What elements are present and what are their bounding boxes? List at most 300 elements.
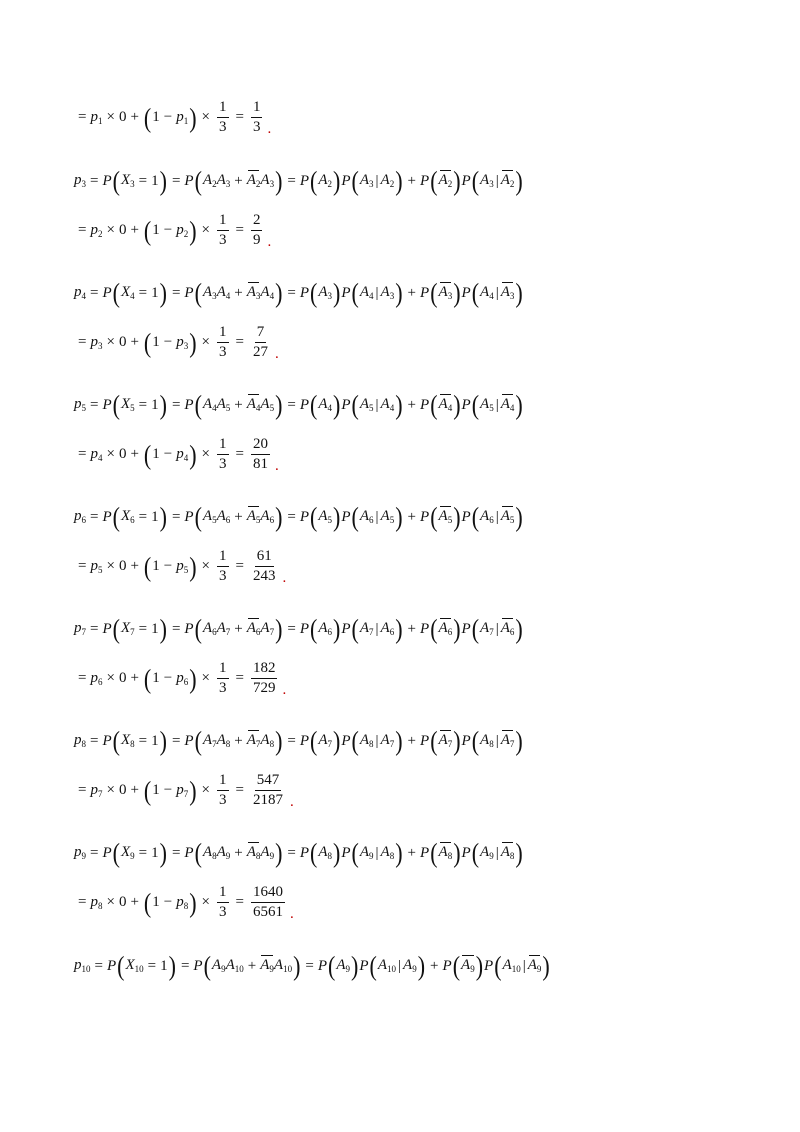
operator: × <box>201 558 210 574</box>
math-text: P <box>102 844 112 861</box>
symbol <box>381 845 395 861</box>
fraction-denominator: 243 <box>252 568 276 584</box>
symbol <box>480 621 494 637</box>
math-text: 1 <box>152 222 160 238</box>
conditional-bar: | <box>375 172 379 189</box>
operator: = <box>171 284 181 301</box>
math-text: P <box>184 508 194 525</box>
fraction-denominator: 3 <box>252 119 261 135</box>
definition-line <box>74 836 524 868</box>
symbol <box>74 285 86 301</box>
fraction-numerator: 20 <box>251 437 270 455</box>
symbol-letter: A <box>216 284 226 300</box>
symbol-subscript: 9 <box>269 851 275 861</box>
math-text: 0 <box>118 446 127 462</box>
symbol-letter: A <box>480 620 490 636</box>
parenthesis: ( <box>143 774 152 806</box>
symbol-subscript: 10 <box>234 964 244 974</box>
parenthesis: ) <box>515 500 523 532</box>
parenthesis: ( <box>112 612 120 644</box>
symbol-subscript: 3 <box>81 179 86 189</box>
math-text: P <box>106 957 117 974</box>
symbol-subscript: 6 <box>97 676 103 687</box>
parenthesis: ( <box>143 326 152 358</box>
parenthesis: ( <box>194 500 202 532</box>
parenthesis: ( <box>310 500 318 532</box>
symbol-letter: p <box>176 445 184 462</box>
operator: − <box>163 109 173 125</box>
barred-symbol <box>247 733 261 749</box>
operator: = <box>235 782 244 798</box>
parenthesis: ( <box>143 101 152 133</box>
math-text: P <box>184 172 194 189</box>
operator: = <box>138 732 148 749</box>
math-text: P <box>420 172 430 189</box>
barred-symbol <box>461 958 475 974</box>
barred-symbol <box>501 173 515 189</box>
parenthesis: ) <box>395 276 403 308</box>
symbol-letter: A <box>359 172 370 188</box>
symbol-subscript: 5 <box>183 564 189 575</box>
symbol <box>217 733 231 749</box>
symbol-letter: A <box>211 957 222 973</box>
operator: × <box>106 109 115 125</box>
symbol-subscript: 7 <box>183 788 189 799</box>
fraction-numerator: 1 <box>217 213 229 231</box>
symbol-subscript: 9 <box>489 851 494 861</box>
symbol-letter: A <box>336 957 346 973</box>
symbol-letter: A <box>461 957 471 973</box>
symbol-letter: A <box>403 957 413 973</box>
symbol-letter: A <box>318 172 328 188</box>
symbol <box>203 733 217 749</box>
symbol-subscript: 3 <box>183 340 189 351</box>
symbol-letter: A <box>500 284 510 300</box>
symbol-letter: A <box>380 172 390 188</box>
symbol <box>203 285 217 301</box>
symbol-subscript: 7 <box>509 739 515 749</box>
parenthesis: ) <box>159 836 167 868</box>
math-text: P <box>461 508 471 525</box>
symbol <box>176 335 188 351</box>
symbol-subscript: 9 <box>221 964 226 974</box>
conditional-bar: | <box>375 396 379 413</box>
result-line <box>74 885 294 920</box>
symbol-letter: A <box>502 957 512 973</box>
symbol-letter: A <box>318 732 328 748</box>
operator: + <box>234 284 243 301</box>
symbol-letter: p <box>176 893 184 910</box>
parenthesis: ) <box>395 836 403 868</box>
symbol-letter: A <box>216 844 226 860</box>
parenthesis: ) <box>159 500 167 532</box>
fraction-one-third <box>217 773 229 808</box>
conditional-bar: | <box>398 957 402 974</box>
symbol-letter: A <box>380 396 390 412</box>
math-text: P <box>420 844 430 861</box>
operator: = <box>78 670 87 686</box>
operator: = <box>305 957 314 974</box>
result-line <box>74 549 286 584</box>
parenthesis: ( <box>143 550 152 582</box>
answer-fraction <box>251 885 285 920</box>
symbol <box>381 621 395 637</box>
operator: = <box>287 732 296 749</box>
parenthesis: ( <box>112 836 120 868</box>
symbol <box>217 621 231 637</box>
period: . <box>274 458 279 474</box>
parenthesis: ( <box>471 612 480 644</box>
symbol-subscript: 5 <box>225 403 231 413</box>
symbol-subscript: 5 <box>509 515 515 525</box>
symbol <box>74 958 91 974</box>
symbol-subscript: 4 <box>369 291 374 301</box>
math-text: P <box>193 957 203 974</box>
barred-symbol <box>501 285 515 301</box>
operator: = <box>235 334 244 350</box>
barred-symbol <box>501 397 515 413</box>
fraction-denominator: 3 <box>219 568 227 584</box>
parenthesis: ( <box>310 388 318 420</box>
symbol-subscript: 4 <box>509 403 515 413</box>
symbol <box>360 845 374 861</box>
parenthesis: ( <box>194 388 202 420</box>
operator: = <box>78 558 87 574</box>
operator: = <box>287 396 296 413</box>
symbol-subscript: 4 <box>447 403 453 413</box>
parenthesis: ( <box>194 836 202 868</box>
symbol-letter: A <box>438 844 448 860</box>
symbol-letter: p <box>74 508 82 524</box>
definition-line <box>74 724 524 756</box>
math-text: P <box>341 508 351 525</box>
symbol-letter: A <box>438 508 448 524</box>
parenthesis: ( <box>351 164 359 196</box>
symbol-subscript: 4 <box>389 403 395 413</box>
parenthesis: ( <box>328 949 336 981</box>
symbol <box>74 621 86 637</box>
symbol-subscript: 5 <box>81 403 86 413</box>
symbol-subscript: 4 <box>81 291 86 301</box>
symbol <box>336 958 350 974</box>
symbol-letter: A <box>273 957 284 973</box>
symbol-subscript: 2 <box>447 179 453 189</box>
barred-symbol <box>439 173 453 189</box>
operator: = <box>90 172 99 189</box>
symbol <box>121 621 135 637</box>
operator: + <box>130 782 139 798</box>
operator: = <box>138 508 148 525</box>
symbol <box>360 397 374 413</box>
symbol <box>381 397 395 413</box>
operator: = <box>171 172 181 189</box>
symbol-letter: A <box>359 284 370 300</box>
symbol-subscript: 8 <box>81 739 86 749</box>
symbol-letter: A <box>225 957 235 973</box>
parenthesis: ( <box>351 836 359 868</box>
parenthesis: ) <box>515 164 523 196</box>
math-text: P <box>341 396 351 413</box>
math-text: P <box>341 620 351 637</box>
operator: = <box>171 620 181 637</box>
symbol-subscript: 4 <box>212 403 217 413</box>
barred-symbol <box>247 173 261 189</box>
math-text: 0 <box>118 334 127 350</box>
symbol-letter: A <box>380 620 390 636</box>
symbol-subscript: 5 <box>212 515 217 525</box>
conditional-bar: | <box>495 732 499 749</box>
symbol <box>318 733 332 749</box>
symbol-subscript: 8 <box>369 739 374 749</box>
symbol <box>121 285 135 301</box>
barred-symbol <box>439 509 453 525</box>
symbol-letter: X <box>120 284 131 300</box>
math-text: 1 <box>152 894 160 910</box>
operator: + <box>130 670 139 686</box>
symbol <box>217 845 231 861</box>
parenthesis: ( <box>194 276 202 308</box>
symbol-subscript: 6 <box>369 515 374 525</box>
symbol <box>381 733 395 749</box>
symbol <box>176 671 188 687</box>
operator: = <box>90 284 99 301</box>
symbol-letter: A <box>202 732 213 748</box>
symbol-subscript: 3 <box>255 291 261 301</box>
symbol-subscript: 9 <box>369 851 374 861</box>
parenthesis: ( <box>430 164 438 196</box>
fraction-denominator: 3 <box>219 344 227 360</box>
barred-symbol <box>439 845 453 861</box>
symbol-subscript: 4 <box>225 291 231 301</box>
symbol-subscript: 10 <box>387 964 397 974</box>
parenthesis: ( <box>143 438 152 470</box>
parenthesis: ( <box>112 724 120 756</box>
operator: = <box>171 844 181 861</box>
symbol-letter: A <box>380 284 390 300</box>
parenthesis: ( <box>112 500 120 532</box>
result-line <box>74 661 286 696</box>
parenthesis: ) <box>189 101 197 133</box>
operator: = <box>235 109 244 125</box>
symbol-letter: A <box>318 396 328 412</box>
symbol-subscript: 10 <box>134 964 144 974</box>
symbol-subscript: 8 <box>489 739 494 749</box>
symbol-subscript: 2 <box>327 179 333 189</box>
symbol-letter: A <box>438 396 448 412</box>
operator: = <box>138 284 148 301</box>
symbol-letter: A <box>527 957 537 973</box>
math-text: P <box>420 620 430 637</box>
math-text: 1 <box>151 844 159 861</box>
fraction-denominator: 3 <box>219 792 227 808</box>
symbol-letter: A <box>260 396 270 412</box>
fraction-numerator: 1 <box>217 661 229 679</box>
operator: × <box>201 109 210 125</box>
math-text: P <box>102 284 112 301</box>
symbol-subscript: 2 <box>212 179 217 189</box>
math-text: P <box>299 620 310 637</box>
math-text: 1 <box>151 172 159 189</box>
symbol <box>74 733 86 749</box>
symbol-letter: A <box>260 284 270 300</box>
math-text: P <box>184 620 194 637</box>
symbol <box>480 173 494 189</box>
symbol-letter: A <box>500 844 510 860</box>
math-text: 0 <box>118 558 127 574</box>
symbol <box>480 285 494 301</box>
operator: = <box>147 957 157 974</box>
parenthesis: ) <box>159 388 167 420</box>
period: . <box>274 346 279 362</box>
symbol-letter: A <box>260 172 270 188</box>
symbol-subscript: 3 <box>509 291 515 301</box>
symbol-letter: A <box>359 844 370 860</box>
parenthesis: ) <box>453 164 461 196</box>
math-text: P <box>461 844 471 861</box>
fraction-numerator: 7 <box>255 325 267 343</box>
fraction-numerator: 1640 <box>251 885 285 903</box>
definition-line <box>74 276 524 308</box>
symbol-subscript: 4 <box>97 452 103 463</box>
symbol <box>480 509 494 525</box>
symbol-letter: A <box>260 844 270 860</box>
fraction-one-third <box>217 100 229 135</box>
symbol-letter: A <box>202 172 213 188</box>
symbol-subscript: 6 <box>225 515 231 525</box>
math-text: P <box>461 396 471 413</box>
symbol-letter: A <box>438 620 448 636</box>
parenthesis: ( <box>310 836 318 868</box>
parenthesis: ( <box>194 724 202 756</box>
parenthesis: ) <box>159 164 167 196</box>
symbol-letter: A <box>202 844 213 860</box>
math-text: 0 <box>118 670 127 686</box>
symbol-subscript: 6 <box>255 627 261 637</box>
parenthesis: ( <box>471 724 480 756</box>
symbol-subscript: 9 <box>412 964 417 974</box>
symbol-subscript: 1 <box>183 115 189 126</box>
symbol-subscript: 6 <box>447 627 453 637</box>
symbol-letter: A <box>377 957 388 973</box>
conditional-bar: | <box>495 508 499 525</box>
symbol-letter: A <box>202 396 213 412</box>
symbol-subscript: 7 <box>97 788 103 799</box>
symbol-subscript: 5 <box>369 403 374 413</box>
symbol-letter: A <box>480 172 490 188</box>
symbol-subscript: 9 <box>536 964 542 974</box>
symbol-subscript: 3 <box>389 291 395 301</box>
symbol-subscript: 7 <box>447 739 453 749</box>
operator: = <box>78 222 87 238</box>
fraction-numerator: 1 <box>251 100 263 118</box>
symbol <box>318 173 332 189</box>
result-line <box>74 100 271 135</box>
symbol-subscript: 9 <box>130 851 135 861</box>
operator: = <box>287 620 296 637</box>
symbol-subscript: 6 <box>509 627 515 637</box>
symbol-letter: A <box>438 732 448 748</box>
operator: × <box>106 670 115 686</box>
math-text: P <box>299 284 310 301</box>
symbol-subscript: 7 <box>212 739 217 749</box>
parenthesis: ) <box>275 724 283 756</box>
symbol-subscript: 5 <box>447 515 453 525</box>
fraction-denominator: 81 <box>252 456 268 472</box>
math-text: 0 <box>118 109 127 125</box>
symbol <box>176 447 188 463</box>
symbol-subscript: 8 <box>255 851 261 861</box>
parenthesis: ( <box>430 500 438 532</box>
symbol-letter: A <box>318 620 328 636</box>
parenthesis: ) <box>333 836 341 868</box>
symbol-letter: A <box>500 732 510 748</box>
operator: = <box>90 844 99 861</box>
fraction-denominator: 729 <box>252 680 276 696</box>
parenthesis: ) <box>189 438 197 470</box>
operator: + <box>407 844 417 861</box>
math-text: P <box>299 844 310 861</box>
barred-symbol <box>247 285 261 301</box>
symbol <box>318 285 332 301</box>
symbol <box>226 958 244 974</box>
symbol <box>381 509 395 525</box>
math-text: P <box>184 396 194 413</box>
math-text: P <box>341 172 351 189</box>
symbol <box>360 733 374 749</box>
symbol-subscript: 4 <box>255 403 261 413</box>
symbol <box>217 509 231 525</box>
math-text: P <box>299 732 310 749</box>
parenthesis: ) <box>189 326 197 358</box>
symbol-subscript: 7 <box>489 627 494 637</box>
fraction-numerator: 61 <box>255 549 274 567</box>
symbol-subscript: 8 <box>97 900 103 911</box>
parenthesis: ) <box>275 388 283 420</box>
operator: = <box>287 284 296 301</box>
symbol-letter: p <box>74 732 82 748</box>
operator: × <box>201 334 210 350</box>
parenthesis: ) <box>351 949 359 981</box>
barred-symbol <box>439 733 453 749</box>
operator: − <box>163 222 173 238</box>
symbol-subscript: 3 <box>369 179 374 189</box>
parenthesis: ) <box>453 612 461 644</box>
symbol-letter: p <box>74 620 82 636</box>
parenthesis: ) <box>333 500 341 532</box>
parenthesis: ( <box>351 388 359 420</box>
parenthesis: ( <box>194 612 202 644</box>
symbol-letter: A <box>216 396 226 412</box>
parenthesis: ) <box>189 774 197 806</box>
math-text: P <box>299 396 310 413</box>
symbol <box>318 845 332 861</box>
math-text: 1 <box>152 782 160 798</box>
parenthesis: ( <box>471 164 480 196</box>
fraction-denominator: 3 <box>219 232 227 248</box>
operator: − <box>163 782 173 798</box>
math-text: P <box>442 957 452 974</box>
parenthesis: ) <box>542 949 550 981</box>
symbol-letter: X <box>120 508 131 524</box>
symbol-subscript: 7 <box>255 739 261 749</box>
symbol-letter: X <box>120 396 131 412</box>
symbol <box>260 173 274 189</box>
symbol <box>74 845 86 861</box>
answer-fraction <box>251 325 270 360</box>
parenthesis: ( <box>194 164 202 196</box>
symbol <box>217 173 231 189</box>
parenthesis: ) <box>475 949 484 981</box>
